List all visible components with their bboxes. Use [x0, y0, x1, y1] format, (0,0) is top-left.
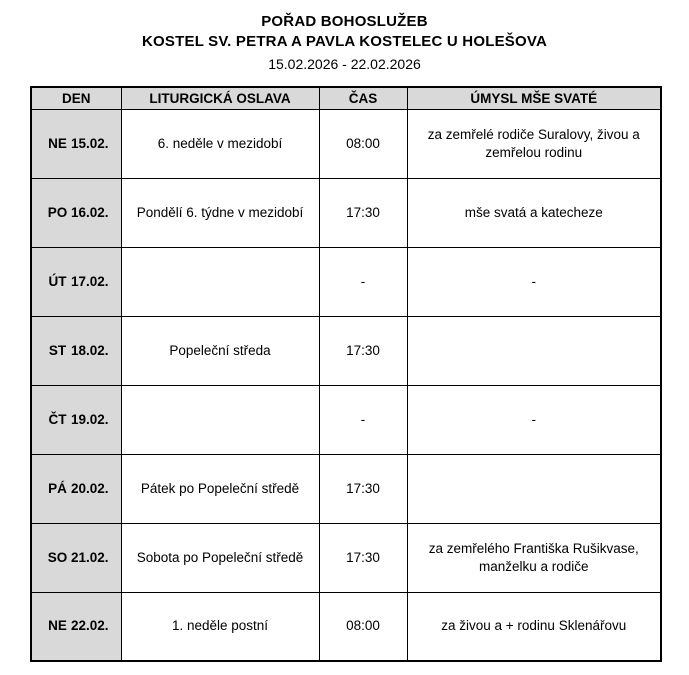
day-date: 20.02.	[70, 480, 109, 496]
column-header-intention: ÚMYSL MŠE SVATÉ	[407, 87, 661, 109]
celebration-cell: 6. neděle v mezidobí	[121, 109, 319, 178]
table-row	[31, 316, 661, 385]
day-cell	[31, 454, 121, 523]
day-date: 21.02.	[70, 549, 109, 565]
day-date: 17.02.	[70, 273, 109, 289]
page-title: POŘAD BOHOSLUŽEB	[261, 13, 428, 30]
column-header-celebration: LITURGICKÁ OSLAVA	[121, 87, 319, 109]
intention-cell: za zemřelé rodiče Suralovy, živou a zemřelou rodinu	[407, 109, 661, 178]
day-cell	[31, 385, 121, 454]
time-cell: 08:00	[319, 109, 407, 178]
column-header-time: ČAS	[319, 87, 407, 109]
table-row	[31, 178, 661, 247]
celebration-cell	[121, 385, 319, 454]
day-abbr: PÁ	[48, 480, 67, 496]
day-cell	[31, 523, 121, 592]
intention-cell	[407, 316, 661, 385]
table-row	[31, 109, 661, 178]
time-cell: 17:30	[319, 178, 407, 247]
day-abbr: ST	[48, 342, 67, 358]
day-cell	[31, 109, 121, 178]
intention-cell: mše svatá a katecheze	[407, 178, 661, 247]
day-cell	[31, 316, 121, 385]
time-cell: -	[319, 247, 407, 316]
day-date: 22.02.	[70, 618, 109, 634]
celebration-cell: 1. neděle postní	[121, 592, 319, 661]
day-abbr: NE	[48, 135, 67, 151]
time-cell: 17:30	[319, 316, 407, 385]
day-abbr: NE	[48, 618, 67, 634]
intention-cell	[407, 454, 661, 523]
page-subtitle: KOSTEL SV. PETRA A PAVLA KOSTELEC U HOLEŠOVA	[142, 33, 547, 50]
intention-cell: -	[407, 385, 661, 454]
column-header-day: DEN	[31, 87, 121, 109]
intention-cell: za zemřelého Františka Rušikvase, manželku a rodiče	[407, 523, 661, 592]
day-cell	[31, 178, 121, 247]
schedule-table	[30, 86, 662, 662]
header-row	[31, 87, 661, 109]
table-row	[31, 454, 661, 523]
day-abbr: SO	[47, 549, 68, 565]
day-cell	[31, 247, 121, 316]
table-row	[31, 247, 661, 316]
day-date: 18.02.	[70, 342, 109, 358]
celebration-cell: Pátek po Popeleční středě	[121, 454, 319, 523]
time-cell: 17:30	[319, 454, 407, 523]
celebration-cell	[121, 247, 319, 316]
day-abbr: ČT	[48, 411, 67, 427]
day-abbr: PO	[47, 204, 68, 220]
table-row	[31, 523, 661, 592]
day-cell	[31, 592, 121, 661]
intention-cell: -	[407, 247, 661, 316]
celebration-cell: Popeleční středa	[121, 316, 319, 385]
table-row	[31, 592, 661, 661]
time-cell: 08:00	[319, 592, 407, 661]
celebration-cell: Sobota po Popeleční středě	[121, 523, 319, 592]
table-row	[31, 385, 661, 454]
date-range: 15.02.2026 - 22.02.2026	[268, 56, 421, 72]
day-abbr: ÚT	[48, 273, 67, 289]
celebration-cell: Pondělí 6. týdne v mezidobí	[121, 178, 319, 247]
time-cell: -	[319, 385, 407, 454]
day-date: 15.02.	[70, 135, 109, 151]
page-header	[0, 0, 689, 73]
time-cell: 17:30	[319, 523, 407, 592]
day-date: 16.02.	[70, 204, 109, 220]
intention-cell: za živou a + rodinu Sklenářovu	[407, 592, 661, 661]
day-date: 19.02.	[70, 411, 109, 427]
